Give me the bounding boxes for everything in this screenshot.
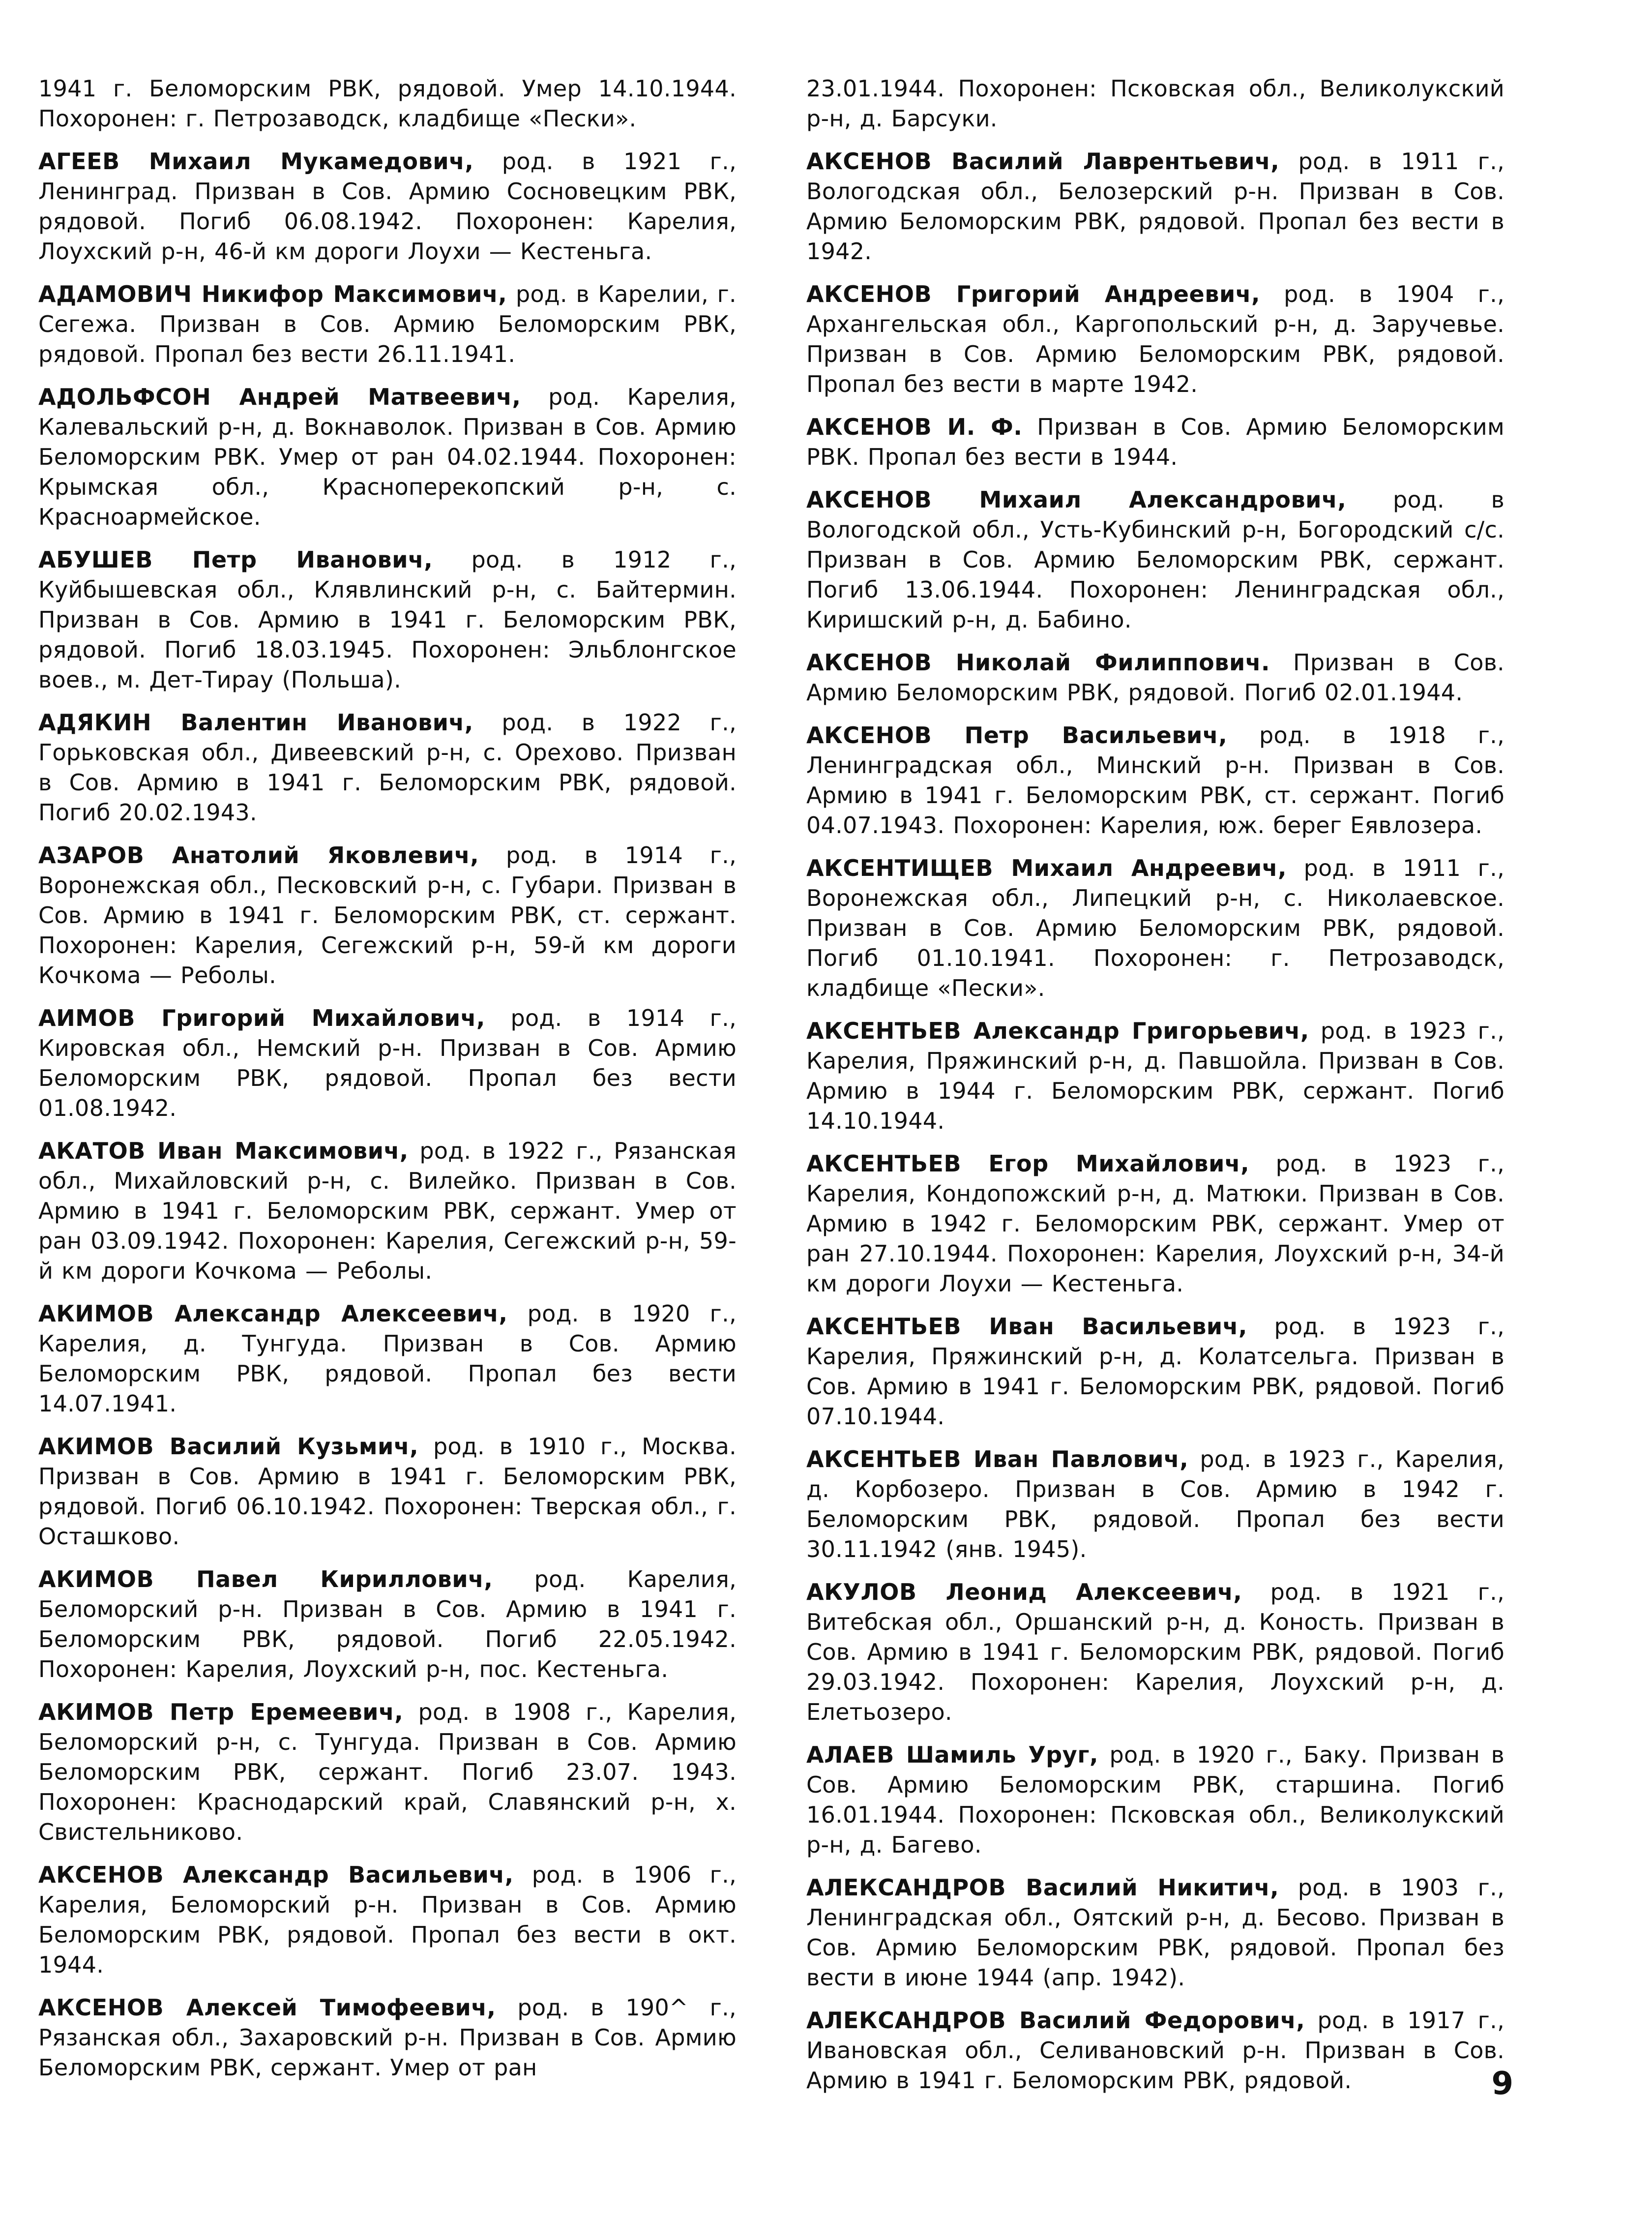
entry-person-name: АКСЕНОВ И. Ф. (806, 414, 1023, 440)
entry-details: род. в 1914 г., Кировская обл., Немский р-н. Призван в Сов. Армию Беломорским РВК, рядовой. Пропал без вести 01.08.1942. (38, 1005, 737, 1121)
entry-details: род. в Вологодской обл., Усть-Кубинский р-н, Богородский с/с. Призван в Сов. Армию Беломорским РВК, сержант. Погиб 13.06.1944. Похоронен: Ленинградская обл., Киришский р-н, д. Бабино. (806, 486, 1504, 633)
entry-details: род. в 1921 г., Ленинград. Призван в Сов. Армию Сосновецким РВК, рядовой. Погиб 06.08.1942. Похоронен: Карелия, Лоухский р-н, 46-й км дороги Лоухи — Кестеньга. (38, 148, 737, 265)
memorial-entry (806, 485, 1504, 635)
entry-details: род. в 1918 г., Ленинградская обл., Минский р-н. Призван в Сов. Армию в 1941 г. Беломорским РВК, ст. сержант. Погиб 04.07.1943. Похоронен: Карелия, юж. берег Еявлозера. (806, 722, 1505, 839)
entry-details: род. в 1923 г., Карелия, Пряжинский р-н, д. Павшойла. Призван в Сов. Армию в 1944 г. Беломорским РВК, сержант. Погиб 14.10.1944. (806, 1018, 1504, 1134)
entry-person-name: АИМОВ Григорий Михайлович, (38, 1005, 485, 1031)
memorial-entry (38, 1432, 737, 1552)
memorial-entry (38, 279, 737, 369)
entry-details: род. в 1904 г., Архангельская обл., Каргопольский р-н, д. Заручевье. Призван в Сов. Армию Беломорским РВК, рядовой. Пропал без вести в марте 1942. (806, 281, 1504, 397)
memorial-entry (806, 1149, 1504, 1299)
entry-details: род. в 1908 г., Карелия, Беломорский р-н, с. Тунгуда. Призван в Сов. Армию Беломорским РВК, сержант. Погиб 23.07. 1943. Похоронен: Краснодарский край, Славянский р-н, х. Свистельниково. (38, 1699, 737, 1845)
entry-person-name: АКИМОВ Василий Кузьмич, (38, 1433, 419, 1460)
entry-details: род. в 1923 г., Карелия, д. Корбозеро. Призван в Сов. Армию в 1942 г. Беломорским РВК, рядовой. Пропал без вести 30.11.1942 (янв. 1945). (806, 1446, 1504, 1562)
memorial-entry (38, 1136, 737, 1286)
memorial-entry (38, 1003, 737, 1123)
entry-details: 23.01.1944. Похоронен: Псковская обл., Великолукский р-н, д. Барсуки. (806, 75, 1504, 132)
entry-person-name: АКИМОВ Павел Кириллович, (38, 1566, 493, 1592)
right-column (806, 74, 1504, 2108)
entry-details: Призван в Сов. Армию Беломорским РВК, рядовой. Погиб 02.01.1944. (806, 649, 1504, 706)
memorial-entry (38, 545, 737, 695)
entry-details: род. в 1920 г., Карелия, д. Тунгуда. Призван в Сов. Армию Беломорским РВК, рядовой. Пропал без вести 14.07.1941. (38, 1300, 737, 1417)
entry-details: род. в 1903 г., Ленинградская обл., Оятский р-н, д. Бесово. Призван в Сов. Армию Беломорским РВК, рядовой. Пропал без вести в июне 1944 (апр. 1942). (806, 1874, 1504, 1991)
entry-details: род. Карелия, Калевальский р-н, д. Вокнаволок. Призван в Сов. Армию Беломорским РВК. Умер от ран 04.02.1944. Похоронен: Крымская обл., Красноперекопский р-н, с. Красноармейское. (38, 384, 737, 530)
entry-details: род. в 190^ г., Рязанская обл., Захаровский р-н. Призван в Сов. Армию Беломорским РВК, сержант. Умер от ран (38, 1994, 737, 2081)
entry-details: род. в Карелии, г. Сегежа. Призван в Сов. Армию Беломорским РВК, рядовой. Пропал без вести 26.11.1941. (38, 281, 737, 367)
entry-person-name: АКСЕНОВ Николай Филиппович. (806, 649, 1270, 676)
memorial-entry (38, 708, 737, 828)
entry-person-name: АГЕЕВ Михаил Мукамедович, (38, 148, 474, 175)
memorial-entry (806, 74, 1504, 134)
entry-person-name: АКСЕНОВ Василий Лаврентьевич, (806, 148, 1280, 175)
entry-person-name: АДЯКИН Валентин Иванович, (38, 709, 473, 736)
memorial-entry (806, 1312, 1504, 1432)
entry-person-name: АКСЕНОВ Григорий Андреевич, (806, 281, 1261, 307)
entry-details: род. в 1922 г., Горьковская обл., Дивеевский р-н, с. Орехово. Призван в Сов. Армию в 1941 г. Беломорским РВК, рядовой. Погиб 20.02.1943. (38, 709, 737, 826)
entry-details: род. в 1923 г., Карелия, Пряжинский р-н, д. Колатсельга. Призван в Сов. Армию в 1941 г. Беломорским РВК, рядовой. Погиб 07.10.1944. (806, 1313, 1504, 1430)
memorial-entry (38, 1860, 737, 1980)
memorial-entry (806, 1444, 1504, 1564)
entry-person-name: АКСЕНОВ Алексей Тимофеевич, (38, 1994, 496, 2021)
memorial-entry (38, 74, 737, 134)
memorial-entry (38, 1564, 737, 1684)
entry-person-name: АЛАЕВ Шамиль Уруг, (806, 1741, 1099, 1768)
entry-person-name: АКАТОВ Иван Максимович, (38, 1138, 409, 1164)
entry-person-name: АЛЕКСАНДРОВ Василий Федорович, (806, 2007, 1305, 2034)
entry-details: род. в 1921 г., Витебская обл., Оршанский р-н, д. Коность. Призван в Сов. Армию в 1941 г. Беломорским РВК, рядовой. Погиб 29.03.1942. Похоронен: Карелия, Лоухский р-н, д. Елетьозеро. (806, 1579, 1504, 1725)
entry-details: род. в 1920 г., Баку. Призван в Сов. Армию Беломорским РВК, старшина. Погиб 16.01.1944. Похоронен: Псковская обл., Великолукский р-н, д. Багево. (806, 1741, 1504, 1858)
entry-person-name: АКСЕНТЬЕВ Иван Васильевич, (806, 1313, 1248, 1340)
left-column (38, 74, 737, 2096)
memorial-entry (806, 720, 1504, 840)
entry-person-name: АКИМОВ Александр Алексеевич, (38, 1300, 508, 1327)
entry-person-name: АДАМОВИЧ Никифор Максимович, (38, 281, 507, 307)
memorial-entry (806, 1016, 1504, 1136)
entry-person-name: АКСЕНТЬЕВ Александр Григорьевич, (806, 1018, 1309, 1044)
entry-person-name: АКУЛОВ Леонид Алексеевич, (806, 1579, 1242, 1605)
entry-person-name: АКСЕНОВ Александр Васильевич, (38, 1861, 514, 1888)
memorial-entry (38, 1299, 737, 1419)
memorial-entry (38, 1993, 737, 2083)
memorial-entry (38, 1697, 737, 1847)
entry-person-name: АБУШЕВ Петр Иванович, (38, 546, 433, 573)
memorial-entry (806, 1577, 1504, 1727)
entry-person-name: АДОЛЬФСОН Андрей Матвеевич, (38, 384, 521, 410)
entry-person-name: АКСЕНОВ Михаил Александрович, (806, 486, 1347, 513)
memorial-entry (806, 412, 1504, 472)
entry-details: род. в 1911 г., Воронежская обл., Липецкий р-н, с. Николаевское. Призван в Сов. Армию Беломорским РВК, рядовой. Погиб 01.10.1941. Похоронен: г. Петрозаводск, кладбище «Пески». (806, 855, 1504, 1001)
memorial-entry (38, 382, 737, 532)
memorial-entry (806, 1740, 1504, 1860)
entry-details: род. в 1917 г., Ивановская обл., Селивановский р-н. Призван в Сов. Армию в 1941 г. Беломорским РВК, рядовой. (806, 2007, 1504, 2094)
entry-person-name: АКИМОВ Петр Еремеевич, (38, 1699, 404, 1725)
page-number: 9 (1491, 2066, 1513, 2102)
entry-details: род. в 1911 г., Вологодская обл., Белозерский р-н. Призван в Сов. Армию Беломорским РВК, рядовой. Пропал без вести в 1942. (806, 148, 1504, 265)
entry-person-name: АКСЕНОВ Петр Васильевич, (806, 722, 1228, 749)
memorial-entry (806, 2006, 1504, 2096)
memorial-entry (806, 279, 1504, 399)
entry-details: род. в 1922 г., Рязанская обл., Михайловский р-н, с. Вилейко. Призван в Сов. Армию в 1941 г. Беломорским РВК, сержант. Умер от ран 03.09.1942. Похоронен: Карелия, Сегежский р-н, 59-й км дороги Кочкома — Реболы. (38, 1138, 737, 1284)
entry-details: род. в 1912 г., Куйбышевская обл., Клявлинский р-н, с. Байтермин. Призван в Сов. Армию в 1941 г. Беломорским РВК, рядовой. Погиб 18.03.1945. Похоронен: Эльблонгское воев., м. Дет-Тирау (Польша). (38, 546, 737, 693)
entry-person-name: АЗАРОВ Анатолий Яковлевич, (38, 842, 479, 869)
entry-details: род. в 1906 г., Карелия, Беломорский р-н. Призван в Сов. Армию Беломорским РВК, рядовой. Пропал без вести в окт. 1944. (38, 1861, 737, 1978)
entry-details: род. в 1914 г., Воронежская обл., Песковский р-н, с. Губари. Призван в Сов. Армию в 1941 г. Беломорским РВК, ст. сержант. Похоронен: Карелия, Сегежский р-н, 59-й км дороги Кочкома — Реболы. (38, 842, 737, 989)
memorial-entry (806, 1873, 1504, 1993)
memorial-entry (806, 147, 1504, 267)
entry-person-name: АЛЕКСАНДРОВ Василий Никитич, (806, 1874, 1279, 1901)
entry-person-name: АКСЕНТЬЕВ Иван Павлович, (806, 1446, 1189, 1472)
entry-person-name: АКСЕНТИЩЕВ Михаил Андреевич, (806, 855, 1287, 881)
entry-details: род. в 1923 г., Карелия, Кондопожский р-н, д. Матюки. Призван в Сов. Армию в 1942 г. Беломорским РВК, сержант. Умер от ран 27.10.1944. Похоронен: Карелия, Лоухский р-н, 34-й км дороги Лоухи — Кестеньга. (806, 1150, 1504, 1297)
entry-details: Призван в Сов. Армию Беломорским РВК. Пропал без вести в 1944. (806, 414, 1504, 470)
entry-person-name: АКСЕНТЬЕВ Егор Михайлович, (806, 1150, 1250, 1177)
memorial-entry (38, 840, 737, 990)
memorial-entry (806, 648, 1504, 708)
memorial-entry (806, 853, 1504, 1003)
entry-details: род. Карелия, Беломорский р-н. Призван в Сов. Армию в 1941 г. Беломорским РВК, рядовой. Погиб 22.05.1942. Похоронен: Карелия, Лоухский р-н, пос. Кестеньга. (38, 1566, 737, 1682)
entry-details: род. в 1910 г., Москва. Призван в Сов. Армию в 1941 г. Беломорским РВК, рядовой. Погиб 06.10.1942. Похоронен: Тверская обл., г. Осташково. (38, 1433, 737, 1550)
entry-details: 1941 г. Беломорским РВК, рядовой. Умер 14.10.1944. Похоронен: г. Петрозаводск, кладбище «Пески». (38, 75, 737, 132)
memorial-entry (38, 147, 737, 267)
